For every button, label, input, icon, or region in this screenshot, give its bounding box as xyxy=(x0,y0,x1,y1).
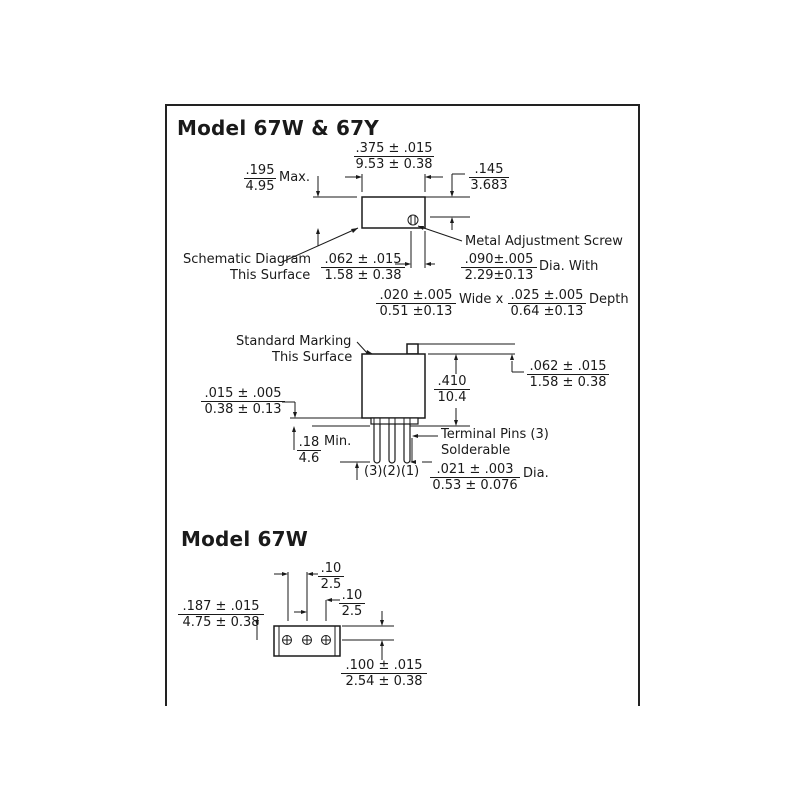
dim-pin-diameter-in: .021 ± .003 xyxy=(430,462,520,478)
dim-adjuster-offset xyxy=(527,359,609,390)
dim-height-max-in: .195 xyxy=(245,163,275,178)
dim-pin-diameter-mm: 0.53 ± 0.076 xyxy=(432,478,518,493)
dim-pin-row-offset xyxy=(178,599,264,630)
standard-marking-label: Standard Marking xyxy=(236,334,352,349)
dim-screw-offset xyxy=(321,252,405,283)
dim-pin-center-offset xyxy=(341,658,427,689)
side-view-body xyxy=(362,344,425,463)
dim-standoff xyxy=(201,386,285,417)
dim-height-max-mm: 4.95 xyxy=(245,179,275,194)
dim-pin-spacing-1-mm: 2.5 xyxy=(320,577,342,592)
dim-adjuster-offset-mm: 1.58 ± 0.38 xyxy=(529,375,607,390)
dim-body-height-mm: 10.4 xyxy=(437,390,467,405)
dim-screw-diameter xyxy=(461,252,537,283)
dim-screw-diameter-in: .090±.005 xyxy=(461,252,537,268)
dim-slot-width-in: .020 ±.005 xyxy=(376,288,456,304)
dim-pin-length-mm: 4.6 xyxy=(298,451,320,466)
dim-height-max xyxy=(244,163,276,194)
schematic-diagram-label: Schematic Diagram xyxy=(183,252,312,267)
dim-screw-diameter-mm: 2.29±0.13 xyxy=(464,268,534,283)
dim-slot-depth xyxy=(508,288,586,319)
dim-screw-height xyxy=(469,162,509,193)
dim-pin-spacing-2-mm: 2.5 xyxy=(341,604,363,619)
marking-surface-label: This Surface xyxy=(272,350,353,365)
terminal-pins-solderable-label: Solderable xyxy=(441,443,511,458)
dim-pin-spacing-2-in: .10 xyxy=(339,588,365,604)
dim-screw-diameter-suffix: Dia. With xyxy=(539,259,599,274)
dim-screw-offset-mm: 1.58 ± 0.38 xyxy=(324,268,402,283)
dim-pin-row-offset-in: .187 ± .015 xyxy=(178,599,264,615)
dim-slot-width xyxy=(376,288,456,319)
dim-height-max-suffix: Max. xyxy=(279,170,311,185)
bottom-view-body xyxy=(274,626,340,656)
dim-slot-depth-mm: 0.64 ±0.13 xyxy=(510,304,584,319)
dim-slot-width-mm: 0.51 ±0.13 xyxy=(379,304,453,319)
dim-screw-height-mm: 3.683 xyxy=(470,178,508,193)
dim-pin-row-offset-mm: 4.75 ± 0.38 xyxy=(182,615,260,630)
dim-overall-width-in: .375 ± .015 xyxy=(355,141,433,156)
dim-screw-offset-in: .062 ± .015 xyxy=(321,252,405,268)
dim-pin-center-offset-in: .100 ± .015 xyxy=(341,658,427,674)
dim-pin-diameter xyxy=(430,462,520,493)
dim-pin-spacing-2 xyxy=(339,588,365,619)
title-models-67w-67y: Model 67W & 67Y xyxy=(177,116,379,140)
dim-adjuster-offset-in: .062 ± .015 xyxy=(527,359,609,375)
dim-pin-length-in: .18 xyxy=(298,435,320,450)
top-view-body xyxy=(362,197,425,228)
metal-adjustment-screw-label: Metal Adjustment Screw xyxy=(465,234,623,249)
dim-pin-center-offset-mm: 2.54 ± 0.38 xyxy=(345,674,423,689)
schematic-surface-label: This Surface xyxy=(230,268,311,283)
dim-pin-length xyxy=(297,435,321,466)
dim-pin-spacing-1-in: .10 xyxy=(318,561,344,577)
title-model-67w: Model 67W xyxy=(181,527,309,551)
dim-slot-depth-in: .025 ±.005 xyxy=(508,288,586,304)
dim-body-height-in: .410 xyxy=(434,374,470,390)
pin-numbers: (3)(2)(1) xyxy=(364,464,420,479)
dim-overall-width xyxy=(354,141,434,172)
dim-slot-depth-suffix: Depth xyxy=(589,292,629,307)
dim-body-height xyxy=(434,374,470,405)
dim-screw-height-in: .145 xyxy=(469,162,509,178)
dim-pin-length-suffix: Min. xyxy=(324,434,352,449)
dim-slot-width-suffix: Wide x xyxy=(459,292,504,307)
dim-overall-width-mm: 9.53 ± 0.38 xyxy=(355,157,433,172)
terminal-pins-label: Terminal Pins (3) xyxy=(441,427,549,442)
dim-standoff-in: .015 ± .005 xyxy=(201,386,285,402)
dim-pin-diameter-suffix: Dia. xyxy=(523,466,549,481)
dim-standoff-mm: 0.38 ± 0.13 xyxy=(204,402,282,417)
